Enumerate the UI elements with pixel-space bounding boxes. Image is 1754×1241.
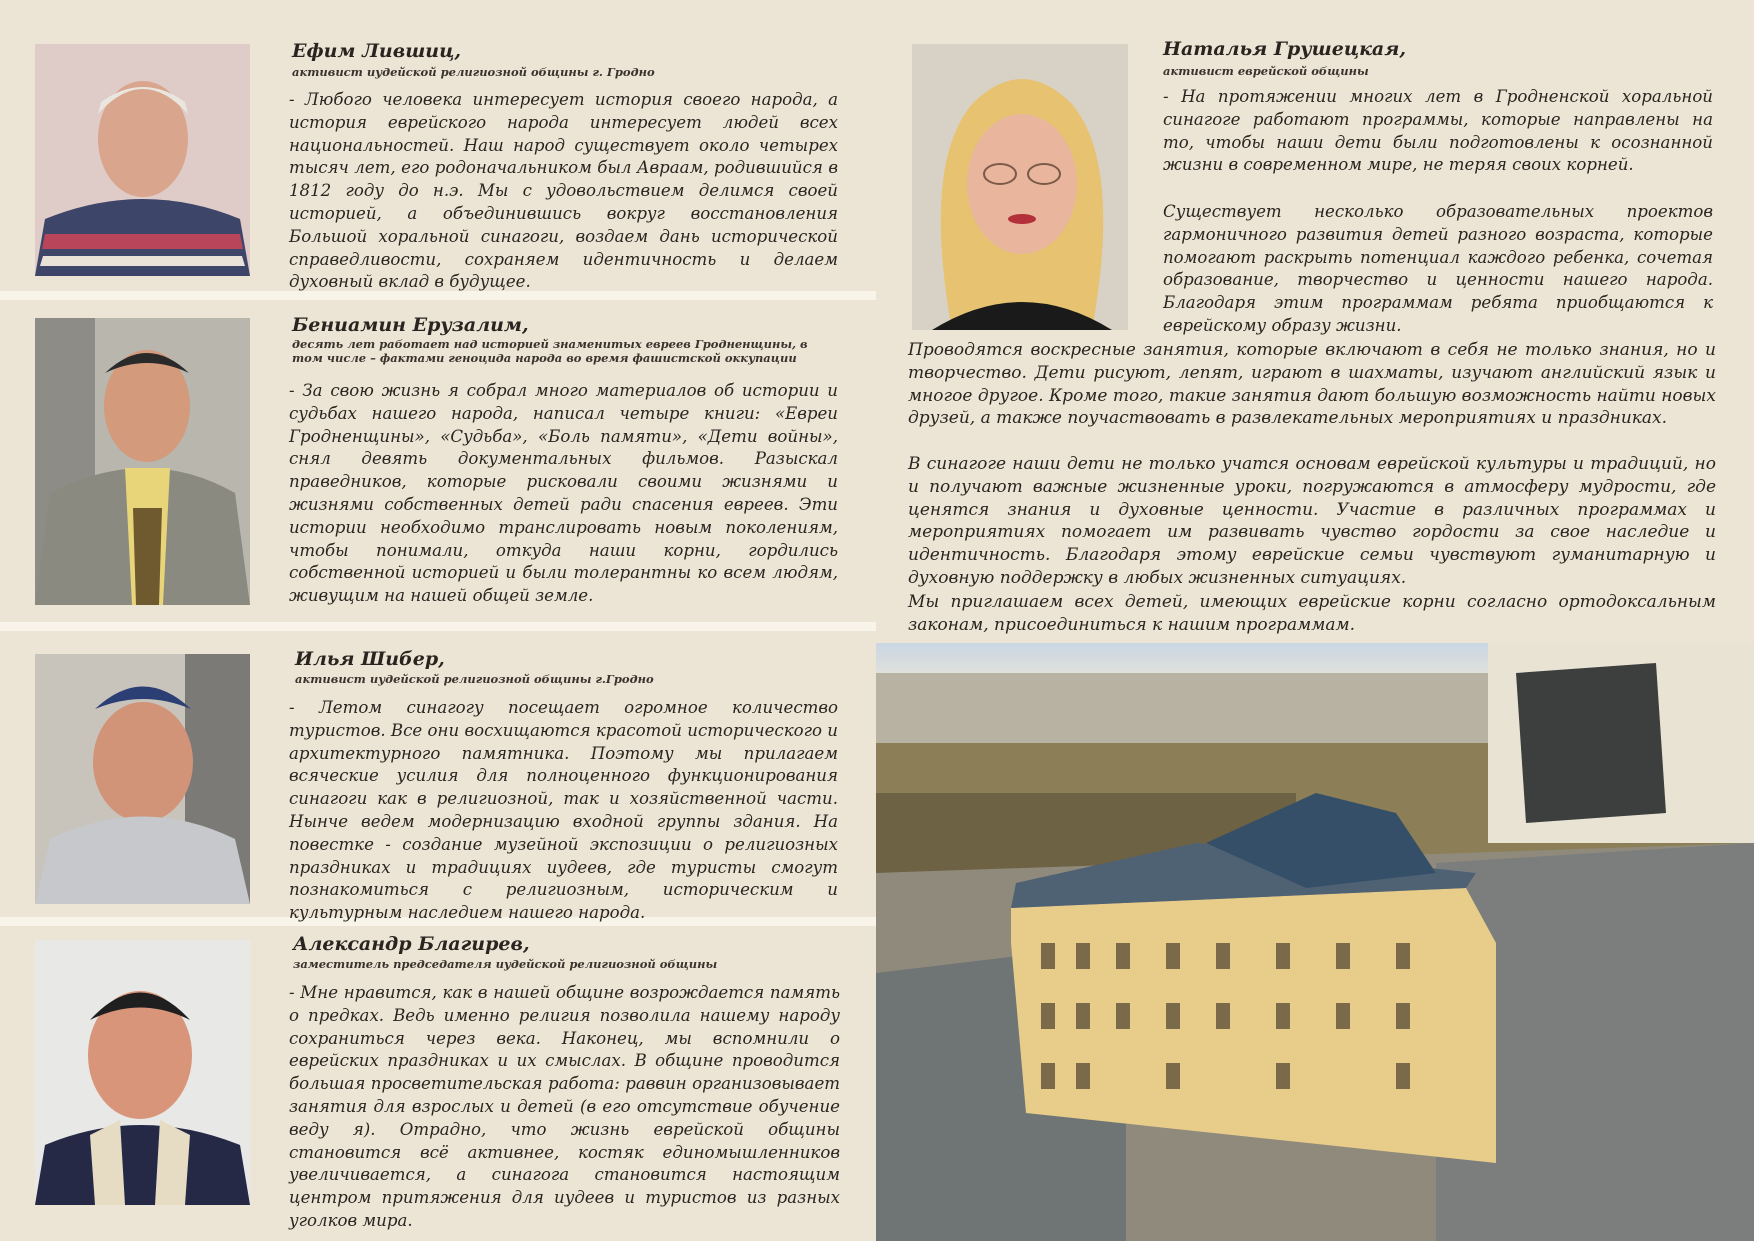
person-quote: - На протяжении многих лет в Гродненской хоральной синагоге работают программы, которые направлены на то, чтобы наши дети были подготовлены к осознанной жизни в современном мире, не теряя своих корней. — [1163, 87, 1713, 175]
person-name: Ефим Лившиц, — [292, 40, 461, 62]
person-quote: - Летом синагогу посещает огромное количество туристов. Все они восхищаются красотой исторического и архитектурного памятника. Поэтому мы прилагаем всяческие усилия для полноценного функционирования синагоги как в религиозной, так и хозяйственной части. Нынче ведем модернизацию входной группы здания. На повестке - создание музейной экспозиции о религиозных праздниках и традициях иудеев, где туристы смогут познакомиться с религиозным, историческим и культурным наследием нашего народа. — [289, 698, 838, 923]
person-role: активист еврейской общины — [1163, 64, 1369, 78]
person-role: активист иудейской религиозной общины г. Гродно — [292, 65, 655, 79]
person-role: активист иудейской религиозной общины г.Гродно — [295, 672, 654, 686]
person-name: Бениамин Ерузалим, — [292, 314, 529, 336]
person-role: заместитель председателя иудейской религиозной общины — [293, 957, 718, 971]
portrait-photo-beniamin — [35, 318, 250, 605]
person-name: Александр Благирев, — [293, 933, 530, 955]
paragraph: В синагоге наши дети не только учатся основам еврейской культуры и традиций, но и получают важные жизненные уроки, погружаются в атмосферу мудрости, где ценятся знания и духовные ценности. Участие в различных программах и мероприятиях помогает им развивать чувство гордости за свое наследие и идентичность. Благодаря этому еврейские семьи чувствуют гуманитарную и духовную поддержку в любых жизненных ситуациях. — [908, 454, 1716, 588]
section-divider — [0, 622, 876, 631]
person-quote: - Мне нравится, как в нашей общине возрождается память о предках. Ведь именно религия позволила нашему народу сохраниться через века. Наконец, мы вспомнили о еврейских праздниках и их смыслах. В общине проводится большая просветительская работа: раввин организовывает занятия для взрослых и детей (в его отсутствие обучение веду я). Отрадно, что жизнь еврейской общины становится всё активнее, костяк единомышленников увеличивается, а синагога становится настоящим центром притяжения для иудеев и туристов из разных уголков мира. — [289, 983, 840, 1230]
paragraph: Мы приглашаем всех детей, имеющих еврейские корни согласно ортодоксальным законам, присоединиться к нашим программам. — [908, 592, 1716, 635]
portrait-photo-alexandr — [35, 940, 250, 1205]
portrait-photo-ilya — [35, 654, 250, 904]
portrait-photo-natalia — [912, 44, 1128, 330]
person-quote: - За свою жизнь я собрал много материалов об истории и судьбах нашего народа, написал четыре книги: «Евреи Гродненщины», «Судьба», «Боль памяти», «Дети войны», снял девять документальных фильмов. Разыскал праведников, которые рисковали своими жизнями и жизнями собственных детей ради спасения евреев. Эти истории необходимо транслировать новым поколениям, чтобы понимали, откуда наши корни, гордились собственной историей и были толерантны ко всем людям, живущим на нашей общей земле. — [289, 381, 838, 606]
person-name: Илья Шибер, — [295, 648, 445, 670]
paragraph: Проводятся воскресные занятия, которые включают в себя не только знания, но и творчество. Дети рисуют, лепят, играют в шахматы, изучают английский язык и многое другое. Кроме того, такие занятия дают большую возможность найти новых друзей, а также поучаствовать в развлекательных мероприятиях и праздниках. — [908, 340, 1716, 429]
person-role: десять лет работает над историей знаменитых евреев Гродненщины, в том числе – фактами геноцида народа во время фашистской оккупации — [292, 337, 808, 365]
person-quote: - Любого человека интересует история своего народа, а история еврейского народа интересует людей всех национальностей. Наш народ существует около четырех тысяч лет, его родоначальником был Авраам, родившийся в 1812 году до н.э. Мы с удовольствием делимся своей историей, а объединившись вокруг восстановления Большой хоральной синагоги, воздаем дань исторической справедливости, сохраняем идентичность и делаем духовный вклад в будущее. — [289, 90, 838, 292]
portrait-photo-efim — [35, 44, 250, 276]
paragraph: Существует несколько образовательных проектов гармоничного развития детей разного возраста, которые помогают раскрыть потенциал каждого ребенка, сочетая образование, творчество и ценности нашего народа. Благодаря этим программам ребята приобщаются к еврейскому образу жизни. — [1163, 202, 1713, 335]
synagogue-aerial-photo — [876, 643, 1754, 1241]
person-name: Наталья Грушецкая, — [1163, 38, 1406, 60]
